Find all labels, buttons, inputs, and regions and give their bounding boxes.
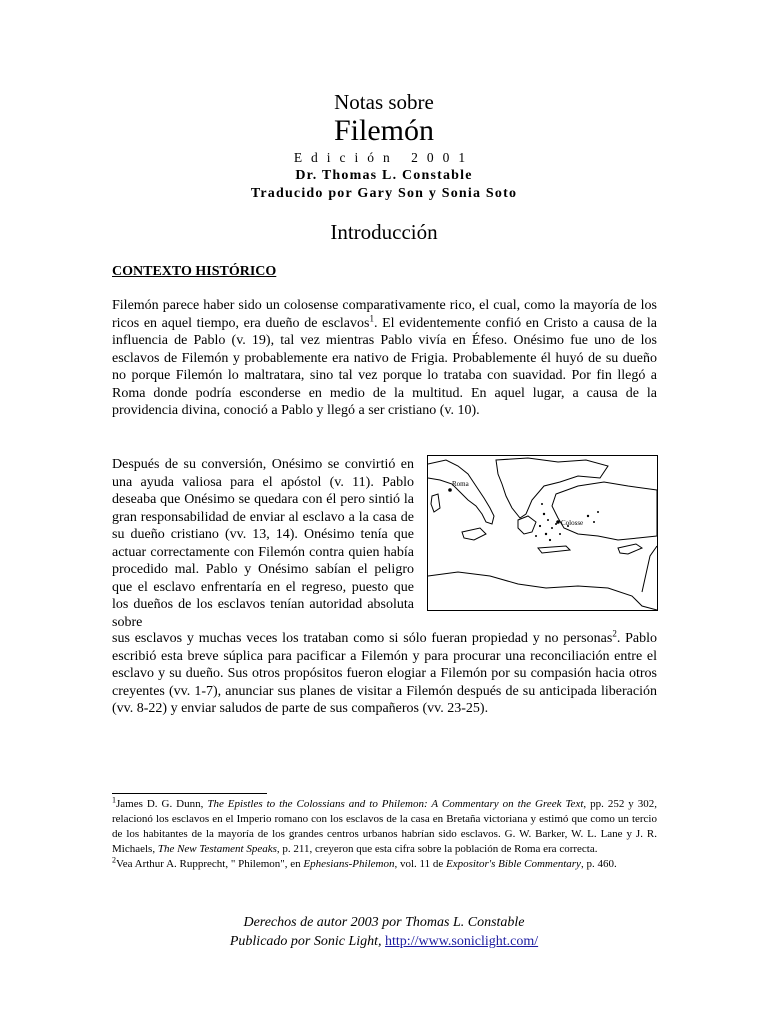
footnote-ref-1[interactable]: 1 — [369, 312, 374, 323]
rome-label: Roma — [452, 480, 469, 488]
footnote-1: $^1$James D. G. Dunn, The Epistles to the Colossians and to Philemon: A Commentary on the Greek Text, pp. 252 y 302, relacionó los esclavos en el Imperio romano con los esclavos de la casa en Bretaña victoriana y estimó que como un tercio de los habitantes de la mayoría de los grandes centros urbanos habrían sido esclavos. G. W. Barker, W. L. Lane y J. R. Michaels, The New Testament Speaks, p. 211, creyeron que esta cifra sobre la población de Roma era correcta. — [112, 795, 658, 855]
author-line: Dr. Thomas L. Constable — [295, 168, 473, 183]
paragraph-2-left-column: Después de su conversión, Onésimo se convirtió en una ayuda valiosa para el apóstol (v. 11). Pablo deseaba que Onésimo se quedara con él pero sintió la gran responsabilidad de enviar al esclavo a la casa de su dueño cristiano (vv. 13, 14). Onésimo tenía que actuar correctamente con Filemón contra quien había procedido mal. Pablo y Onésimo sabían el peligro que el esclavo enfrentaría en el regreso, puesto que los dueños de los esclavos tenían autoridad absoluta sobre — [112, 457, 414, 630]
document-title: Filemón — [333, 114, 434, 147]
rome-marker — [448, 488, 452, 492]
page-footer — [0, 913, 768, 951]
footnote-divider — [112, 793, 267, 794]
notas-heading: Notas sobre — [334, 90, 434, 114]
colosse-marker — [556, 520, 560, 524]
mediterranean-map-image — [428, 456, 657, 610]
map-figure — [427, 455, 658, 611]
paragraph-2-continuation: sus esclavos y muchas veces los trataban como si sólo fueran propiedad y no personas$^2$. Pablo escribió esta breve súplica para pacificar a Filemón y para procurar una reconciliación entre el esclavo y su dueño. Sus otros propósitos fueron elogiar a Filemón por su compasión hacia otros creyentes (vv. 1-7), anunciar sus planes de visitar a Filemón después de su anticipada liberación (vv. 8-22) y enviar saludos de parte de sus compañeros (vv. 23-25). — [112, 628, 658, 716]
translator-line: Traducido por Gary Son y Sonia Soto — [250, 186, 518, 201]
colosse-label: Colosse — [561, 519, 584, 527]
footnote-2: $^2$Vea Arthur A. Rupprecht, " Philemon", en Ephesians-Philemon, vol. 11 de Expositor's Bible Commentary, p. 460. — [112, 855, 617, 870]
footnotes — [112, 797, 657, 872]
footnote-ref-2[interactable]: 2 — [612, 628, 617, 639]
paragraph-1: Filemón parece haber sido un colosense comparativamente rico, el cual, como la mayoría de los ricos en aquel tiempo, era dueño de esclavos$^1$. El evidentemente confió en Cristo a causa de la influencia de Pablo (v. 19), tal vez mientras Pablo vivía en Éfeso. Onésimo fue uno de los esclavos de Filemón y probablemente era nativo de Frigia. Probablemente él huyó de su dueño no porque Filemón lo maltratara, sino tal vez porque lo trataba con suavidad. Por fin llegó a Roma donde podría esconderse en medio de la multitud. En aquel lugar, a causa de la providencia divina, conoció a Pablo y llegó a ser cristiano (v. 10). — [112, 298, 657, 418]
section-title: Introducción — [330, 220, 438, 244]
website-link[interactable]: http://www.soniclight.com/ — [385, 934, 539, 949]
edition-line: Edición 2001 — [293, 150, 475, 165]
section-subheading: CONTEXTO HISTÓRICO — [112, 264, 277, 279]
publisher-line: Publicado por Sonic Light, http://www.soniclight.com/ — [229, 934, 539, 949]
copyright-line: Derechos de autor 2003 por Thomas L. Constable — [243, 915, 525, 930]
